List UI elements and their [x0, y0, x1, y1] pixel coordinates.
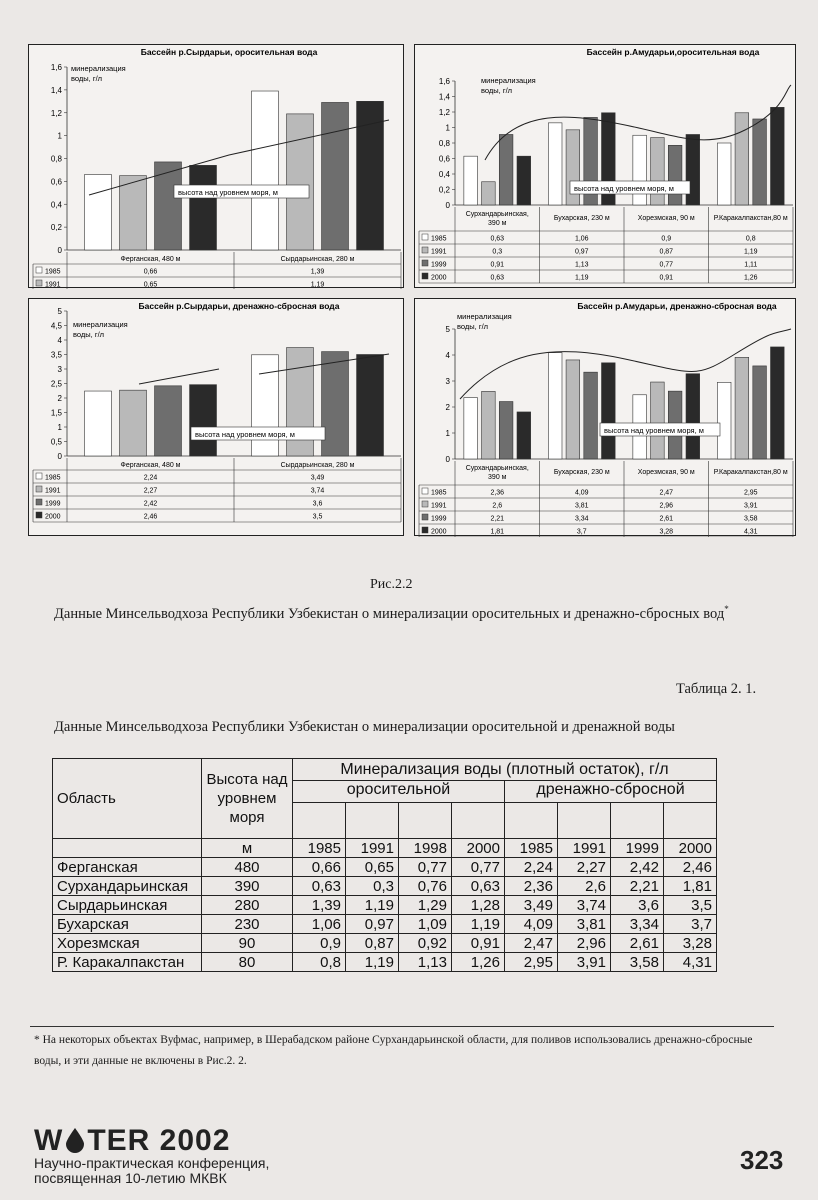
- cell-value: 0,77: [399, 858, 452, 877]
- legend-label: 1985: [45, 474, 61, 482]
- cell-value: 3,34: [611, 915, 664, 934]
- legend-label: 1999: [431, 261, 447, 269]
- logo-rest: TER 2002: [87, 1124, 231, 1157]
- legend-label: 1999: [431, 515, 447, 523]
- cell-height: 390: [202, 877, 293, 896]
- figure-caption-text: Данные Минсельводхоза Республики Узбекистан о минерализации оросительных и дренажно-сбросных вод: [54, 605, 725, 622]
- header-drainage: дренажно-сбросной: [505, 781, 717, 803]
- category-label: Р.Каракалпакстан,80 м: [713, 215, 788, 222]
- legend-label: 1991: [431, 502, 447, 510]
- bar: [85, 391, 112, 456]
- y-tick-label: 1: [445, 429, 450, 438]
- bar: [464, 398, 478, 459]
- bar: [735, 357, 749, 459]
- category-label: Р.Каракалпакстан,80 м: [713, 469, 788, 476]
- bar: [85, 175, 112, 250]
- cell-value: 0,76: [399, 877, 452, 896]
- y-tick-label: 1: [57, 131, 62, 141]
- cell-value: 2,36: [505, 877, 558, 896]
- y-tick-label: 0,6: [438, 154, 450, 164]
- y-tick-label: 0: [57, 246, 62, 255]
- data-label: 0,8: [745, 235, 756, 243]
- table-row: [53, 896, 717, 915]
- chart-amudarya-irrigation: [414, 44, 796, 288]
- legend-label: 1985: [431, 489, 447, 497]
- conference-line-2: посвященная 10-летию МКВК: [34, 1170, 227, 1186]
- legend-swatch: [36, 473, 42, 479]
- y-tick-label: 4: [57, 336, 62, 345]
- legend-swatch: [36, 499, 42, 505]
- data-label: 1,39: [310, 268, 325, 276]
- cell-value: 2,61: [611, 934, 664, 953]
- legend-label: 1991: [45, 281, 61, 289]
- data-label: 2,6: [492, 502, 503, 510]
- page-number: 323: [740, 1145, 784, 1175]
- cell-value: 2,27: [558, 858, 611, 877]
- cell-region: Бухарская: [53, 915, 202, 934]
- annotation-label: высота над уровнем моря, м: [604, 426, 704, 435]
- data-label: 3,74: [310, 487, 325, 495]
- annotation-label: высота над уровнем моря, м: [178, 188, 278, 197]
- legend-label: 2000: [431, 528, 447, 536]
- cell-value: 1,06: [293, 915, 346, 934]
- cell-region: Сурхандарьинская: [53, 877, 202, 896]
- cell-value: 3,74: [558, 896, 611, 915]
- y-tick-label: 1,5: [50, 408, 62, 418]
- data-label: 4,09: [574, 489, 589, 497]
- cell-value: 3,91: [558, 953, 611, 972]
- chart-svg: [29, 45, 405, 289]
- data-label: 0,63: [490, 235, 505, 243]
- legend-swatch: [422, 260, 428, 266]
- bar: [499, 402, 513, 459]
- data-label: 0,97: [574, 248, 589, 256]
- data-label: 0,65: [143, 281, 158, 289]
- footnote-rule: [30, 1026, 774, 1027]
- chart-amudarya-drainage: [414, 298, 796, 536]
- year-header: 1991: [346, 839, 399, 858]
- data-label: 2,36: [490, 489, 505, 497]
- figure-label: Рис.2.2: [370, 577, 413, 592]
- table-row: [53, 877, 717, 896]
- bar: [717, 143, 731, 205]
- data-label: 2,96: [659, 502, 674, 510]
- y-tick-label: 3,5: [50, 350, 62, 360]
- data-label: 0,87: [659, 248, 674, 256]
- y-tick-label: 1,6: [438, 77, 450, 86]
- bar: [464, 156, 478, 205]
- cell-value: 0,87: [346, 934, 399, 953]
- cell-value: 0,91: [452, 934, 505, 953]
- bar: [753, 366, 767, 459]
- y-tick-label: 5: [445, 325, 450, 334]
- cell-value: 1,19: [346, 953, 399, 972]
- legend-label: 1991: [45, 487, 61, 495]
- bar: [357, 101, 384, 250]
- y-axis-label: минерализация воды, г/л: [71, 64, 126, 83]
- data-label: 3,81: [574, 502, 589, 510]
- category-label: Сырдарьинская, 280 м: [280, 462, 355, 469]
- y-axis-label: минерализация воды, г/л: [457, 312, 512, 331]
- legend-swatch: [36, 512, 42, 518]
- cell-value: 1,28: [452, 896, 505, 915]
- cell-height: 90: [202, 934, 293, 953]
- cell-value: 0,8: [293, 953, 346, 972]
- table-title: Данные Минсельводхоза Республики Узбекистан о минерализации оросительной и дренажной воды: [54, 719, 675, 735]
- data-label: 3,34: [574, 515, 589, 523]
- table-row: [53, 934, 717, 953]
- bar: [584, 372, 598, 459]
- bar: [287, 114, 314, 250]
- bar: [190, 165, 217, 250]
- figure-caption: [54, 600, 794, 624]
- bar: [322, 352, 349, 456]
- bar: [120, 390, 147, 456]
- y-tick-label: 4,5: [50, 321, 62, 331]
- chart-syrdarya-irrigation: [28, 44, 404, 288]
- category-label: Сурхандарьинская, 390 м: [465, 211, 529, 227]
- bar: [602, 363, 616, 459]
- cell-value: 3,58: [611, 953, 664, 972]
- cell-region: Сырдарьинская: [53, 896, 202, 915]
- category-label: Сырдарьинская, 280 м: [280, 256, 355, 263]
- data-label: 2,21: [490, 515, 505, 523]
- data-label: 1,19: [310, 281, 325, 289]
- data-label: 1,11: [744, 261, 758, 269]
- data-label: 0,63: [490, 274, 505, 282]
- data-label: 3,49: [310, 474, 325, 482]
- table-label: Таблица 2. 1.: [676, 681, 757, 697]
- cell-value: 2,95: [505, 953, 558, 972]
- legend-label: 2000: [431, 274, 447, 282]
- cell-value: 3,81: [558, 915, 611, 934]
- bar: [120, 176, 147, 250]
- cell-value: 1,29: [399, 896, 452, 915]
- y-axis-label: минерализация воды, г/л: [481, 76, 536, 95]
- legend-label: 1999: [45, 500, 61, 508]
- chart-title: Бассейн р.Амударьи, дренажно-сбросная вода: [577, 301, 777, 311]
- water-logo: [34, 1124, 230, 1158]
- annotation-label: высота над уровнем моря, м: [574, 184, 674, 193]
- chart-svg: [29, 299, 405, 537]
- logo-w: W: [34, 1124, 64, 1157]
- y-tick-label: 0,2: [438, 185, 450, 195]
- data-label: 3,58: [743, 515, 758, 523]
- table-row: [53, 858, 717, 877]
- y-tick-label: 3: [445, 377, 450, 386]
- bar: [771, 347, 785, 459]
- legend-swatch: [422, 527, 428, 533]
- y-tick-label: 0,2: [50, 223, 62, 233]
- y-tick-label: 2: [57, 394, 62, 403]
- y-tick-label: 1,4: [438, 92, 450, 102]
- data-label: 0,77: [659, 261, 674, 269]
- data-label: 1,19: [743, 248, 758, 256]
- legend-swatch: [422, 273, 428, 279]
- table-row: [53, 953, 717, 972]
- footnote: * На некоторых объектах Вуфмас, например, в Шерабадском районе Сурхандарьинской области, для поливов использовались дренажно-сбросные воды, и эти данные не включены в Рис.2. 2.: [34, 1034, 753, 1067]
- cell-value: 2,21: [611, 877, 664, 896]
- data-label: 2,27: [143, 487, 158, 495]
- mineralization-table: [52, 758, 717, 972]
- cell-value: 0,97: [346, 915, 399, 934]
- data-label: 1,13: [574, 261, 589, 269]
- cell-value: 0,65: [346, 858, 399, 877]
- bar: [566, 360, 580, 459]
- y-tick-label: 0,8: [438, 139, 450, 148]
- cell-value: 2,24: [505, 858, 558, 877]
- y-tick-label: 0,4: [438, 170, 450, 179]
- cell-value: 1,26: [452, 953, 505, 972]
- cell-value: 0,3: [346, 877, 399, 896]
- cell-value: 2,96: [558, 934, 611, 953]
- bar: [517, 412, 531, 459]
- cell-value: 1,39: [293, 896, 346, 915]
- cell-value: 2,47: [505, 934, 558, 953]
- data-label: 1,81: [490, 528, 505, 536]
- data-label: 2,61: [659, 515, 674, 523]
- cell-value: 1,19: [346, 896, 399, 915]
- bar: [357, 355, 384, 457]
- cell-region: Р. Каракалпакстан: [53, 953, 202, 972]
- cell-value: 2,46: [664, 858, 717, 877]
- data-label: 3,28: [659, 528, 674, 536]
- data-label: 0,66: [143, 268, 158, 276]
- year-header: 1998: [399, 839, 452, 858]
- bar: [717, 382, 731, 459]
- data-label: 3,6: [312, 500, 323, 508]
- cell-height: 480: [202, 858, 293, 877]
- y-tick-label: 0,6: [50, 177, 62, 187]
- bar: [548, 123, 562, 205]
- bar: [668, 145, 682, 205]
- cell-value: 1,81: [664, 877, 717, 896]
- table-row: [53, 915, 717, 934]
- legend-swatch: [422, 501, 428, 507]
- category-label: Сурхандарьинская, 390 м: [465, 465, 529, 481]
- cell-value: 1,09: [399, 915, 452, 934]
- cell-value: 2,6: [558, 877, 611, 896]
- cell-value: 2,42: [611, 858, 664, 877]
- y-tick-label: 0,8: [50, 154, 62, 164]
- legend-swatch: [422, 488, 428, 494]
- y-tick-label: 5: [57, 307, 62, 316]
- bar: [651, 382, 665, 459]
- cell-height: 230: [202, 915, 293, 934]
- bar: [252, 91, 279, 250]
- footnote-mark: *: [724, 604, 729, 614]
- legend-swatch: [422, 247, 428, 253]
- header-irrigation: оросительной: [293, 781, 505, 803]
- legend-swatch: [36, 486, 42, 492]
- bar: [651, 138, 665, 205]
- category-label: Ферганская, 480 м: [120, 256, 181, 263]
- data-label: 0,91: [659, 274, 674, 282]
- cell-value: 0,63: [452, 877, 505, 896]
- chart-title: Бассейн р.Амударьи,оросительная вода: [586, 47, 760, 57]
- y-tick-label: 1: [57, 423, 62, 432]
- data-label: 0,9: [661, 235, 672, 243]
- legend-swatch: [422, 234, 428, 240]
- legend-label: 1985: [45, 268, 61, 276]
- header-region: Область: [53, 759, 202, 839]
- conference-line-1: Научно-практическая конференция,: [34, 1155, 270, 1171]
- data-label: 3,91: [743, 502, 758, 510]
- data-label: 2,42: [143, 500, 158, 508]
- cell-value: 0,77: [452, 858, 505, 877]
- data-label: 2,47: [659, 489, 674, 497]
- bar: [548, 353, 562, 459]
- y-tick-label: 0,4: [50, 200, 62, 210]
- y-tick-label: 1,6: [50, 63, 62, 72]
- data-label: 2,24: [143, 474, 158, 482]
- header-mineralization: Минерализация воды (плотный остаток), г/л: [293, 759, 717, 781]
- year-header: 1985: [505, 839, 558, 858]
- legend-label: 1991: [431, 248, 447, 256]
- data-label: 3,7: [576, 528, 587, 536]
- data-label: 1,06: [574, 235, 589, 243]
- y-tick-label: 0,5: [50, 437, 62, 447]
- data-label: 0,91: [490, 261, 505, 269]
- chart-syrdarya-drainage: [28, 298, 404, 536]
- annotation-label: высота над уровнем моря, м: [195, 430, 295, 439]
- bar: [190, 385, 217, 456]
- cell-value: 3,5: [664, 896, 717, 915]
- data-label: 4,31: [743, 528, 758, 536]
- data-label: 3,5: [312, 513, 323, 521]
- chart-title: Бассейн р.Сырдарьи, оросительная вода: [140, 47, 318, 57]
- y-tick-label: 1,2: [50, 108, 62, 118]
- bar: [517, 156, 531, 205]
- cell-value: 0,66: [293, 858, 346, 877]
- y-tick-label: 3: [57, 365, 62, 374]
- y-tick-label: 1,4: [50, 85, 62, 95]
- year-header: 1991: [558, 839, 611, 858]
- bar: [686, 374, 700, 459]
- y-tick-label: 4: [445, 351, 450, 360]
- category-label: Бухарская, 230 м: [553, 215, 610, 222]
- chart-svg: [415, 299, 797, 537]
- bar: [499, 134, 513, 205]
- legend-swatch: [36, 280, 42, 286]
- cell-value: 3,28: [664, 934, 717, 953]
- bar: [735, 113, 749, 205]
- legend-label: 2000: [45, 513, 61, 521]
- chart-svg: [415, 45, 797, 289]
- cell-value: 4,09: [505, 915, 558, 934]
- bar: [482, 391, 496, 459]
- bar: [252, 355, 279, 456]
- y-tick-label: 1,2: [438, 108, 450, 117]
- data-label: 2,46: [143, 513, 158, 521]
- year-header: 1985: [293, 839, 346, 858]
- data-label: 1,26: [743, 274, 758, 282]
- year-header: 2000: [664, 839, 717, 858]
- y-tick-label: 2: [445, 403, 450, 412]
- y-axis-label: минерализация воды, г/л: [73, 320, 128, 339]
- header-height: Высота над уровнем моря: [202, 759, 293, 839]
- year-header: 1999: [611, 839, 664, 858]
- cell-region: Хорезмская: [53, 934, 202, 953]
- cell-value: 3,49: [505, 896, 558, 915]
- bar: [322, 102, 349, 250]
- legend-swatch: [422, 514, 428, 520]
- category-label: Хорезмская, 90 м: [637, 469, 695, 476]
- y-tick-label: 0: [445, 201, 450, 210]
- cell-height: 280: [202, 896, 293, 915]
- category-label: Бухарская, 230 м: [553, 469, 610, 476]
- cell-value: 3,7: [664, 915, 717, 934]
- legend-label: 1985: [431, 235, 447, 243]
- cell-value: 3,6: [611, 896, 664, 915]
- category-label: Ферганская, 480 м: [120, 462, 181, 469]
- y-tick-label: 0: [57, 452, 62, 461]
- header-height-unit: м: [202, 839, 293, 858]
- y-tick-label: 2,5: [50, 379, 62, 389]
- y-tick-label: 0: [445, 455, 450, 464]
- cell-region: Ферганская: [53, 858, 202, 877]
- bar: [155, 386, 182, 456]
- cell-height: 80: [202, 953, 293, 972]
- data-label: 1,19: [574, 274, 589, 282]
- legend-swatch: [36, 267, 42, 273]
- bar: [686, 134, 700, 205]
- category-label: Хорезмская, 90 м: [637, 215, 695, 222]
- bar: [633, 135, 647, 205]
- data-label: 0,3: [492, 248, 503, 256]
- data-label: 2,95: [743, 489, 758, 497]
- cell-value: 1,13: [399, 953, 452, 972]
- year-header: 2000: [452, 839, 505, 858]
- cell-value: 0,92: [399, 934, 452, 953]
- cell-value: 0,63: [293, 877, 346, 896]
- cell-value: 4,31: [664, 953, 717, 972]
- bar: [482, 182, 496, 205]
- y-tick-label: 1: [445, 123, 450, 133]
- water-drop-icon: [64, 1127, 86, 1153]
- chart-title: Бассейн р.Сырдарьи, дренажно-сбросная вода: [138, 301, 340, 311]
- bar: [753, 119, 767, 205]
- bar: [771, 107, 785, 205]
- cell-value: 0,9: [293, 934, 346, 953]
- cell-value: 1,19: [452, 915, 505, 934]
